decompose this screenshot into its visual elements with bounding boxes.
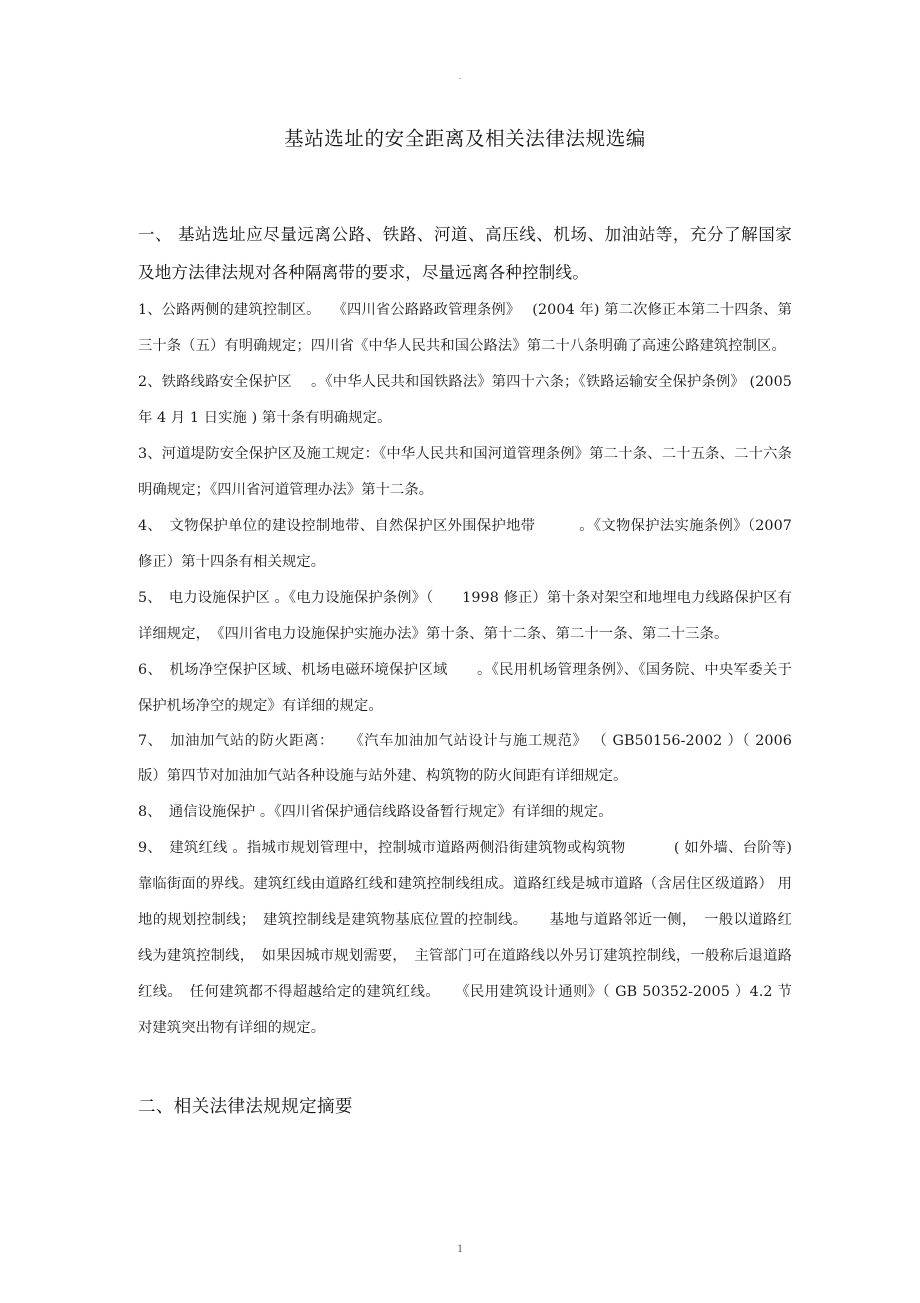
item-text: 公路两侧的建筑控制区。 《四川省公路路政管理条例》 (2004 年) 第二次修正本第二十四条、第三十条（五）有明确规定；四川省《中华人民共和国公路法》第二十八条明确了高速公路建筑控制区。: [138, 302, 792, 354]
item-number: 8、: [138, 804, 155, 820]
list-item: [138, 580, 792, 652]
item-text: 河道堤防安全保护区及施工规定：《中华人民共和国河道管理条例》第二十条、二十五条、二十六条明确规定；《四川省河道管理办法》第十二条。: [138, 446, 793, 498]
list-item: [138, 794, 792, 830]
list-item: [138, 436, 792, 508]
item-number: 7、: [138, 733, 156, 749]
item-number: 3、: [138, 446, 162, 462]
page-number: 1: [457, 1243, 463, 1255]
section-one-heading: 一、 基站选址应尽量远离公路、铁路、河道、高压线、机场、加油站等，充分了解国家及地方法律法规对各种隔离带的要求，尽量远离各种控制线。: [138, 225, 792, 282]
item-number: 2、: [138, 374, 162, 390]
list-item: [138, 292, 792, 364]
item-text: 电力设施保护区 。《电力设施保护条例》（ 1998 修正）第十条对架空和地埋电力线路保护区有详细规定， 《四川省电力设施保护实施办法》第十条、第十二条、第二十一条、第二十三条。: [138, 590, 792, 642]
item-text: 加油加气站的防火距离： 《汽车加油加气站设计与施工规范》 （ GB50156-2002 ）（ 2006 版）第四节对加油加气站各种设施与站外建、构筑物的防火间距有详细规定。: [138, 733, 792, 784]
list-item: [138, 830, 792, 1046]
document-content: [138, 118, 792, 1124]
item-text: 机场净空保护区域、机场电磁环境保护区域 。《民用机场管理条例》、《国务院、中央军委关于保护机场净空的规定》有详细的规定。: [138, 662, 792, 714]
list-item: [138, 364, 792, 436]
list-item: [138, 508, 792, 580]
section-two-heading: 二、相关法律法规规定摘要: [138, 1097, 353, 1117]
item-text: 文物保护单位的建设控制地带、自然保护区外围保护地带 。《文物保护法实施条例》（2007 修正）第十四条有相关规定。: [138, 518, 792, 570]
item-number: 6、: [138, 662, 155, 678]
item-text: 铁路线路安全保护区 。《中华人民共和国铁路法》第四十六条；《铁路运输安全保护条例》 (2005 年 4 月 1 日实施 ) 第十条有明确规定。: [138, 374, 793, 426]
item-number: 1、: [138, 302, 162, 318]
title-spacer: [138, 154, 792, 216]
item-number: 4、: [138, 518, 155, 534]
list-item: [138, 724, 792, 794]
list-item: [138, 652, 792, 724]
item-text: 建筑红线 。指城市规划管理中，控制城市道路两侧沿街建筑物或构筑物 ( 如外墙、台阶等) 靠临街面的界线。建筑红线由道路红线和建筑控制线组成。道路红线是城市道路（含居住区级道路） 用地的规划控制线； 建筑控制线是建筑物基底位置的控制线。 基地与道路邻近一侧， 一般以道路红线为建筑控制线， 如果因城市规划需要， 主管部门可在道路线以外另订建筑控制线，一般称后退道路红线。 任何建筑都不得超越给定的建筑红线。 《民用建筑设计通则》（ GB 50352-2005 ）4.2 节对建筑突出物有详细的规定。: [138, 840, 793, 1036]
item-text: 通信设施保护 。《四川省保护通信线路设备暂行规定》有详细的规定。: [154, 804, 613, 820]
header-mark: .: [458, 70, 462, 82]
item-number: 5、: [138, 590, 155, 606]
item-number: 9、: [138, 840, 155, 856]
page-title: 基站选址的安全距离及相关法律法规选编: [284, 127, 646, 150]
